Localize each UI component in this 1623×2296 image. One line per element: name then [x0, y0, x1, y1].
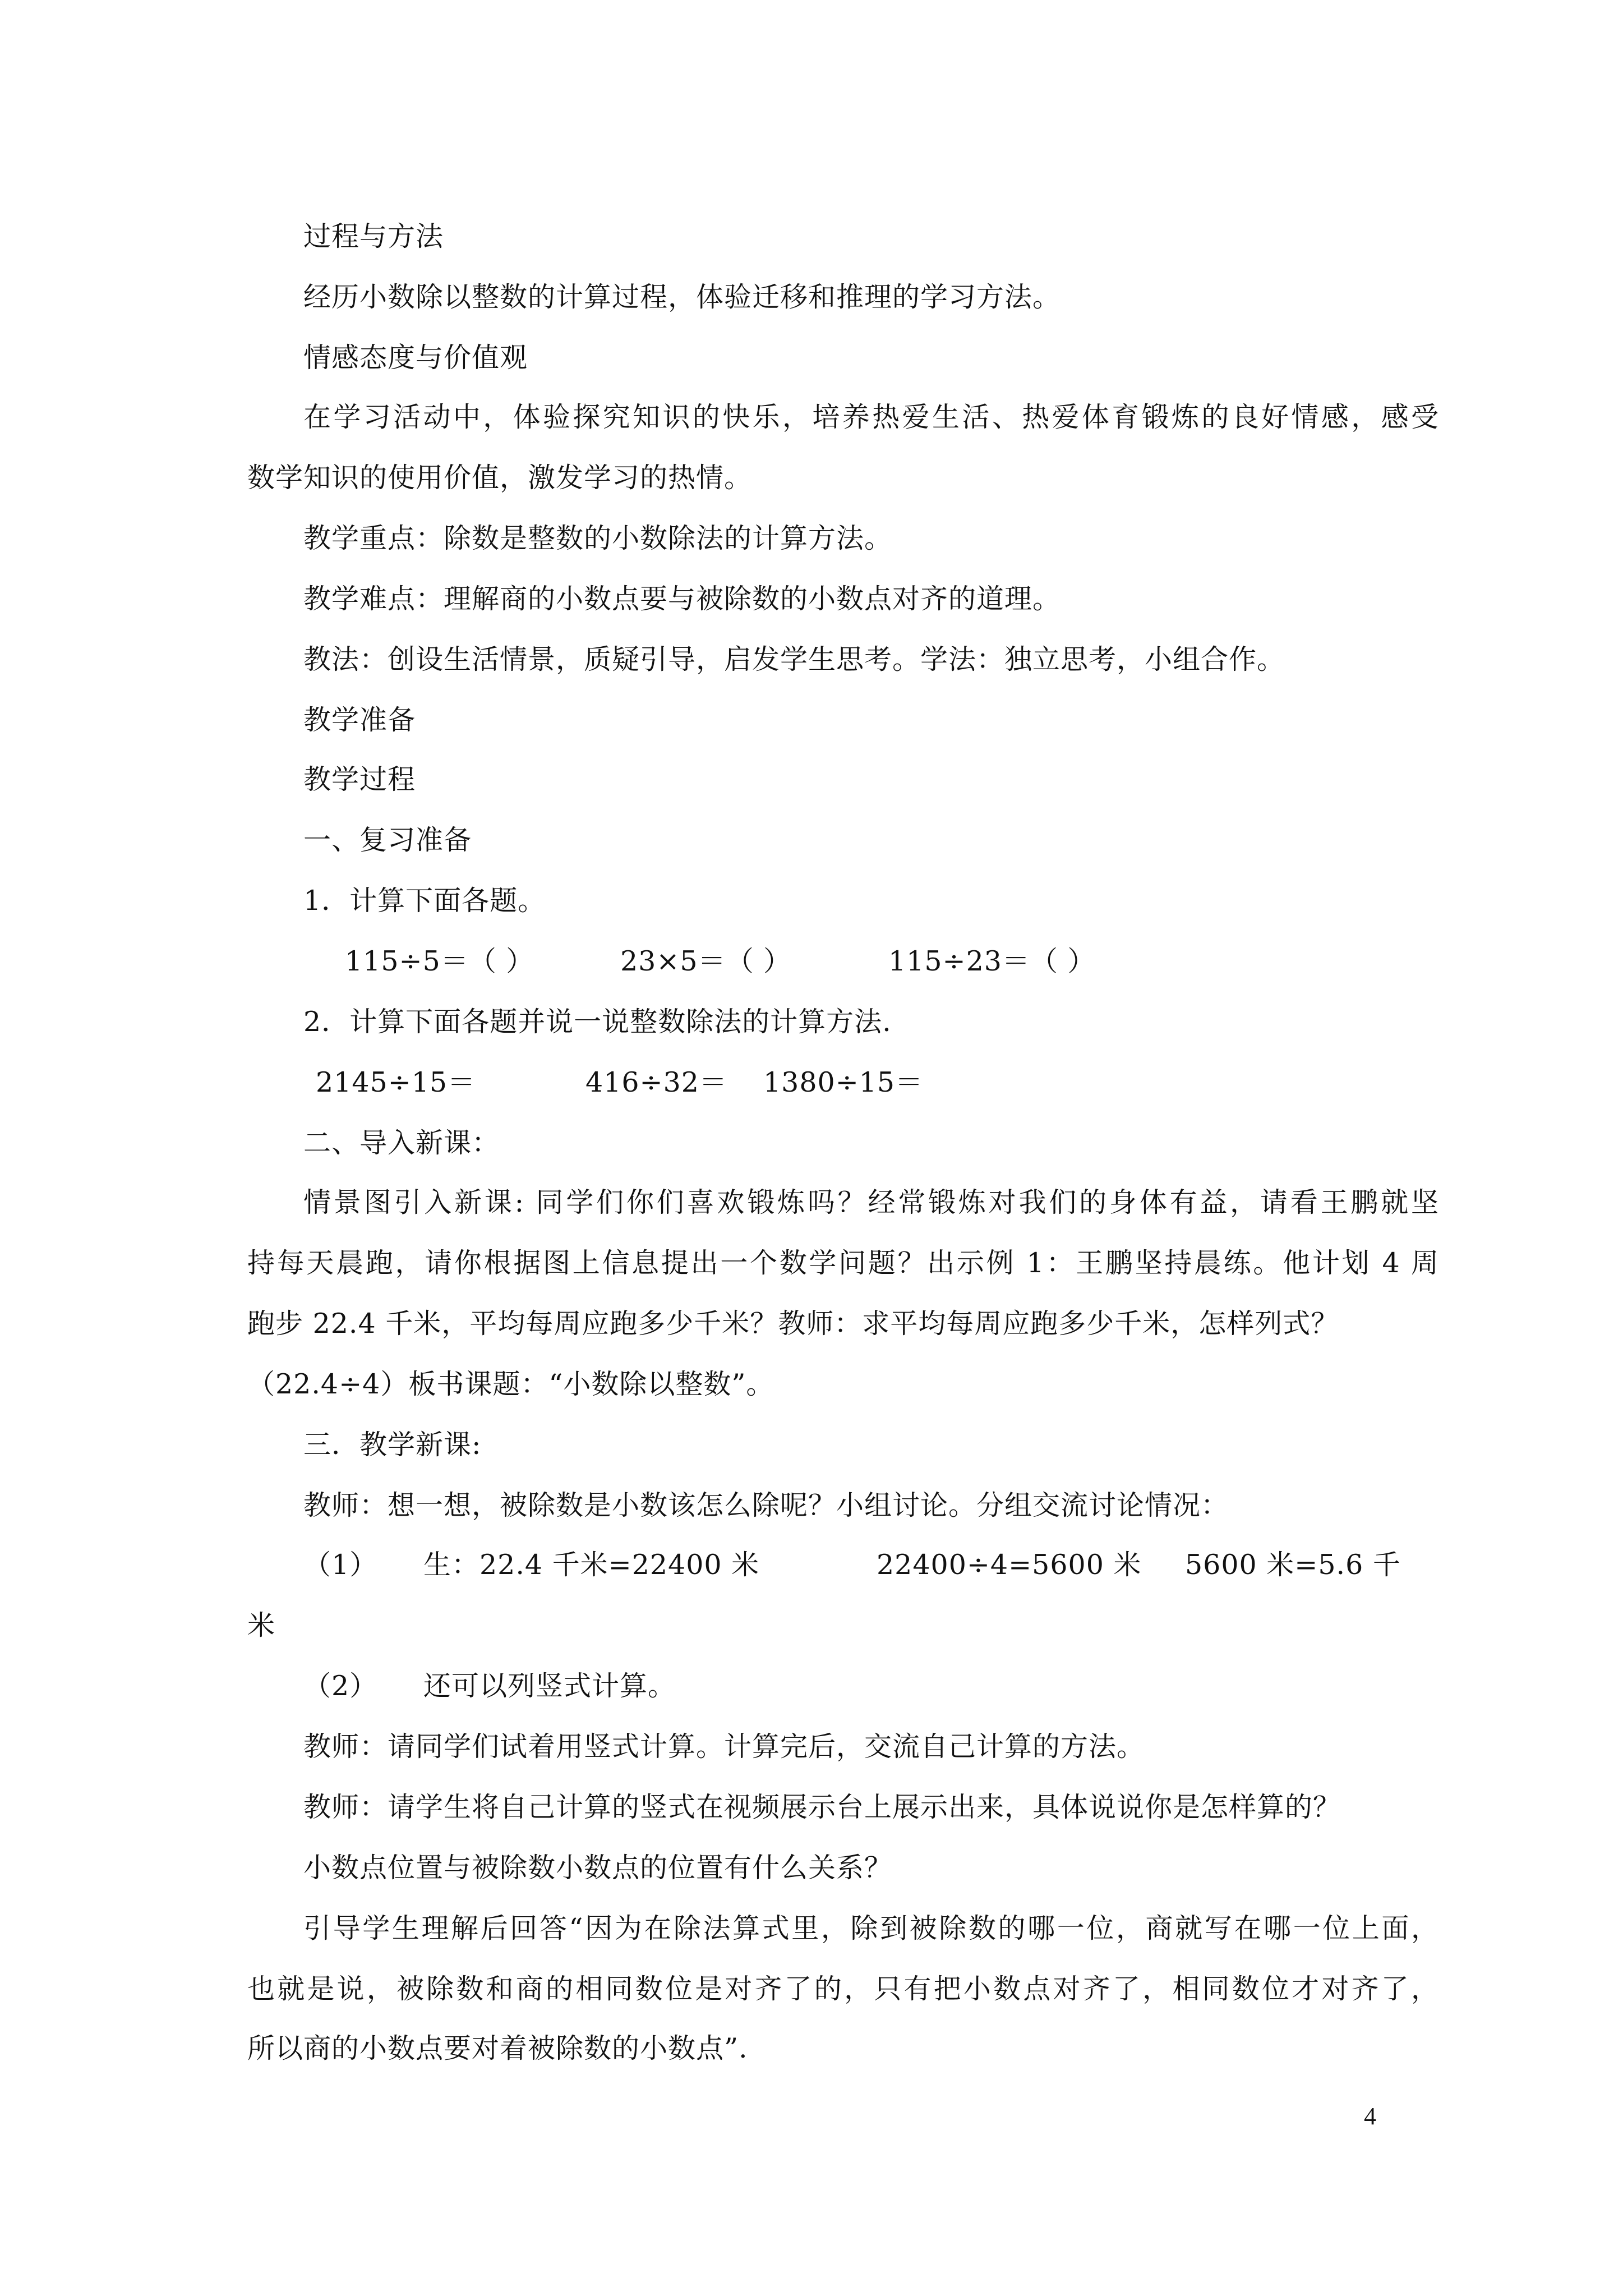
text-line: 教学难点：理解商的小数点要与被除数的小数点对齐的道理。	[303, 583, 1061, 615]
text-line: 情感态度与价值观	[303, 342, 528, 374]
text-line: 教学重点：除数是整数的小数除法的计算方法。	[303, 522, 893, 554]
text-line: 所以商的小数点要对着被除数的小数点”.	[247, 2032, 748, 2064]
text-line: 跑步 22.4 千米，平均每周应跑多少千米？教师：求平均每周应跑多少千米，怎样列式？	[247, 1308, 1339, 1340]
item-number: （2）	[303, 1670, 378, 1702]
text-line: （22.4÷4）板书课题：“小数除以整数”。	[247, 1368, 774, 1400]
text-line: 数学知识的使用价值，激发学习的热情。	[247, 462, 753, 494]
text-line: 教师：请学生将自己计算的竖式在视频展示台上展示出来，具体说说你是怎样算的？	[303, 1791, 1341, 1823]
text-segment: 5600 米=5.6 千	[1185, 1549, 1401, 1581]
text-line: 2．计算下面各题并说一说整数除法的计算方法.	[303, 1006, 892, 1038]
text-line: 教学准备	[303, 704, 416, 736]
text-line: 过程与方法	[303, 220, 444, 252]
text-line: 米	[247, 1609, 276, 1641]
text-line: 教学过程	[303, 763, 416, 795]
exercise-item: 115÷23＝（ ）	[888, 945, 1096, 977]
text-line: 持每天晨跑，请你根据图上信息提出一个数学问题？出示例 1：王鹏坚持晨练。他计划 4 周	[247, 1247, 1439, 1279]
page-number: 4	[1364, 2102, 1376, 2130]
text-segment: 还可以列竖式计算。	[423, 1670, 676, 1702]
item-number: （1）	[303, 1549, 378, 1581]
text-line: 1．计算下面各题。	[303, 885, 546, 917]
text-line: 在学习活动中，体验探究知识的快乐，培养热爱生活、热爱体育锻炼的良好情感，感受	[303, 401, 1439, 433]
text-line: 情景图引入新课: 同学们你们喜欢锻炼吗？经常锻炼对我们的身体有益，请看王鹏就坚	[303, 1186, 1439, 1218]
text-line: 引导学生理解后回答“因为在除法算式里，除到被除数的哪一位，商就写在哪一位上面，	[303, 1912, 1439, 1944]
exercise-item: 1380÷15＝	[763, 1066, 924, 1098]
text-segment: 22400÷4=5600 米	[877, 1549, 1142, 1581]
exercise-item: 115÷5＝（ ）	[345, 945, 534, 977]
text-line: 经历小数除以整数的计算过程，体验迁移和推理的学习方法。	[303, 281, 1061, 313]
exercise-item: 416÷32＝	[585, 1066, 727, 1098]
text-line: 三．教学新课:	[303, 1429, 482, 1461]
text-segment: 生：22.4 千米=22400 米	[423, 1549, 760, 1581]
text-line: 也就是说，被除数和商的相同数位是对齐了的，只有把小数点对齐了，相同数位才对齐了，	[247, 1973, 1439, 2005]
text-line: 教法：创设生活情景，质疑引导，启发学生思考。学法：独立思考，小组合作。	[303, 643, 1285, 675]
exercise-item: 2145÷15＝	[316, 1066, 476, 1098]
exercise-item: 23×5＝（ ）	[620, 945, 792, 977]
text-line: 教师：想一想，被除数是小数该怎么除呢？小组讨论。分组交流讨论情况：	[303, 1489, 1229, 1521]
text-line: 教师：请同学们试着用竖式计算。计算完后，交流自己计算的方法。	[303, 1731, 1145, 1763]
text-line: 小数点位置与被除数小数点的位置有什么关系？	[303, 1852, 893, 1884]
text-line: 一、复习准备	[303, 824, 472, 856]
text-line: 二、导入新课：	[303, 1127, 500, 1159]
